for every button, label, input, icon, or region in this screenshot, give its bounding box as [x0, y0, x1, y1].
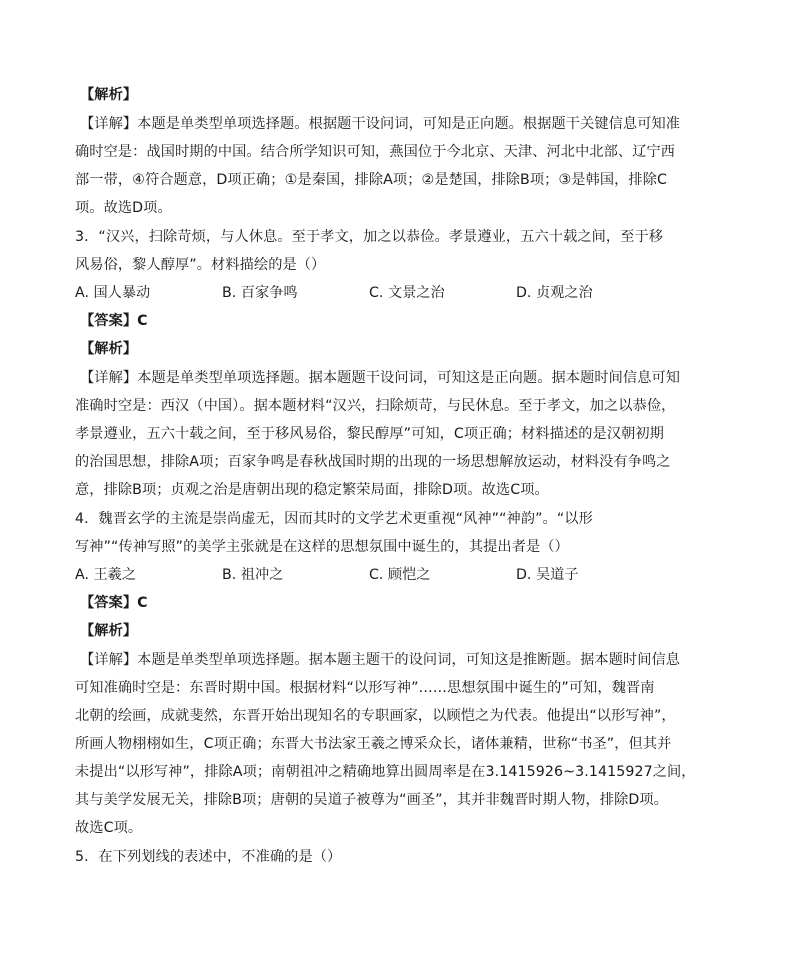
- text-line: 风易俗，黎人醇厚”。材料描绘的是（）: [75, 257, 326, 273]
- text-line: 5．在下列划线的表述中，不准确的是（）: [75, 849, 342, 865]
- answer-option: D. 贞观之治: [516, 285, 593, 301]
- text-line: 所画人物栩栩如生，C项正确；东晋大书法家王羲之博采众长，诸体兼精，世称“书圣”，但其并: [75, 736, 672, 752]
- section-label: 【答案】C: [80, 313, 148, 329]
- text-line: 可知准确时空是：东晋时期中国。根据材料“以形写神”……思想氛围中诞生的”可知，魏晋南: [75, 680, 655, 696]
- text-line: 其与美学发展无关，排除B项；唐朝的吴道子被尊为“画圣”，其并非魏晋时期人物，排除D项。: [75, 792, 668, 808]
- answer-option: B. 祖冲之: [222, 567, 284, 583]
- section-label: 【解析】: [80, 87, 138, 103]
- answer-option: C. 文景之治: [369, 285, 445, 301]
- answer-option: A. 王羲之: [75, 567, 137, 583]
- text-line: 【详解】本题是单类型单项选择题。根据题干设问词，可知是正向题。根据题干关键信息可知准: [80, 116, 681, 132]
- text-line: 部一带，④符合题意，D项正确；①是秦国，排除A项；②是楚国，排除B项；③是韩国，排除C: [75, 172, 668, 188]
- text-line: 故选C项。: [75, 820, 143, 836]
- text-line: 项。故选D项。: [75, 200, 172, 216]
- answer-option: C. 顾恺之: [369, 567, 431, 583]
- text-line: 准确时空是：西汉（中国）。据本题材料“汉兴，扫除烦苛，与民休息。至于孝文，加之以恭俭，: [75, 398, 676, 414]
- text-line: 【详解】本题是单类型单项选择题。据本题题干设问词，可知这是正向题。据本题时间信息可知: [80, 370, 681, 386]
- section-label: 【解析】: [80, 341, 138, 357]
- answer-option: D. 吴道子: [516, 567, 579, 583]
- text-line: 确时空是：战国时期的中国。结合所学知识可知，燕国位于今北京、天津、河北中北部、辽宁西: [75, 144, 676, 160]
- section-label: 【解析】: [80, 623, 138, 639]
- answer-option: B. 百家争鸣: [222, 285, 298, 301]
- text-line: 未提出“以形写神”，排除A项；南朝祖冲之精确地算出圆周率是在3.1415926~3.1415927之间，: [75, 764, 696, 780]
- text-line: 写神”“传神写照”的美学主张就是在这样的思想氛围中诞生的，其提出者是（）: [75, 539, 569, 555]
- text-line: 4．魏晋玄学的主流是崇尚虚无，因而其时的文学艺术更重视“风神”“神韵”。“以形: [75, 511, 593, 527]
- section-label: 【答案】C: [80, 595, 148, 611]
- answer-option: A. 国人暴动: [75, 285, 151, 301]
- text-line: 孝景遵业，五六十载之间，至于移风易俗，黎民醇厚”可知，C项正确；材料描述的是汉朝初期: [75, 426, 664, 442]
- text-line: 意，排除B项；贞观之治是唐朝出现的稳定繁荣局面，排除D项。故选C项。: [75, 482, 549, 498]
- text-line: 的治国思想，排除A项；百家争鸣是春秋战国时期的出现的一场思想解放运动，材料没有争鸣之: [75, 454, 671, 470]
- text-line: 3．“汉兴，扫除苛烦，与人休息。至于孝文，加之以恭俭。孝景遵业，五六十载之间，至于移: [75, 229, 664, 245]
- text-line: 北朝的绘画，成就斐然，东晋开始出现知名的专职画家，以顾恺之为代表。他提出“以形写神”，: [75, 708, 676, 724]
- text-line: 【详解】本题是单类型单项选择题。据本题主题干的设问词，可知这是推断题。据本题时间信息: [80, 652, 681, 668]
